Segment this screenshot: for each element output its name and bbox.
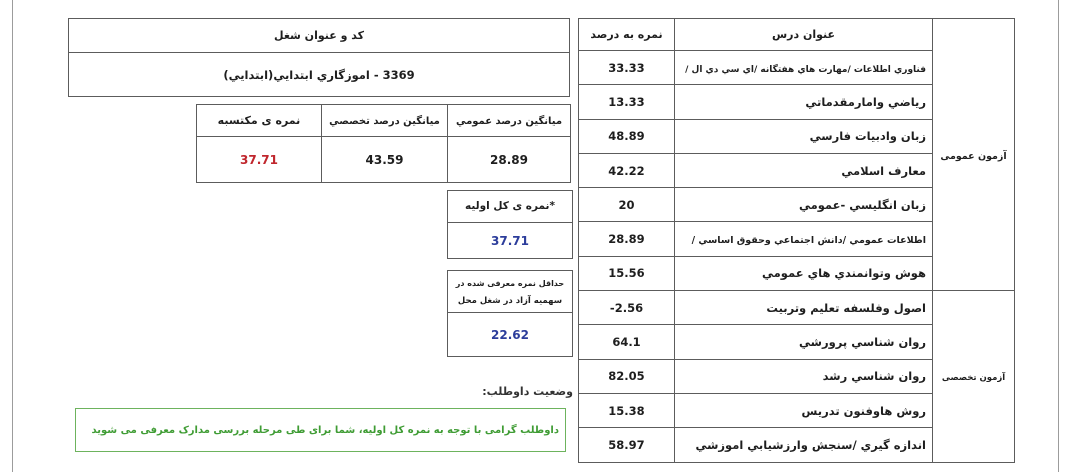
- course-score-cell: [579, 428, 675, 462]
- course-score-cell: [579, 359, 675, 393]
- initial-total-value-row: [448, 223, 573, 259]
- course-title-cell: [675, 222, 933, 256]
- course-score: -2.56: [609, 300, 644, 315]
- course-score: 13.33: [608, 94, 645, 109]
- obtained-score-value: 37.71: [240, 152, 278, 167]
- group-name-specialized: آزمون تخصصی: [941, 373, 1006, 384]
- initial-total-value: 37.71: [491, 233, 529, 248]
- course-score: 58.97: [608, 437, 645, 452]
- minimum-score-box: [447, 270, 573, 357]
- course-score-cell: [579, 222, 675, 256]
- course-title: فناوري اطلاعات /مهارت هاي هفتگانه /اي سي دي ال /: [685, 64, 926, 75]
- minimum-score-label-line: حداقل نمره معرفی شده در: [455, 279, 565, 289]
- course-title: اطلاعات عمومي /دانش اجتماعي وحقوق اساسي /: [691, 235, 926, 247]
- course-title-cell: [675, 188, 933, 222]
- course-title-cell: [675, 428, 933, 462]
- course-title-cell: [675, 256, 933, 290]
- specialized-average-header: [322, 105, 448, 137]
- job-table: [68, 18, 570, 97]
- job-value-cell: [69, 53, 570, 97]
- course-score: 28.89: [608, 232, 645, 247]
- initial-total-cell: [448, 223, 573, 259]
- initial-total-header: [448, 191, 573, 223]
- course-score: 48.89: [608, 129, 645, 144]
- course-title: اصول وفلسفه تعليم وتربيت: [766, 300, 926, 315]
- results-header-row: [579, 19, 1015, 51]
- group-cell-specialized: [933, 291, 1015, 462]
- course-score: 20: [618, 197, 635, 212]
- course-title: معارف اسلامي: [841, 163, 926, 178]
- course-title: زبان وادبيات فارسي: [809, 129, 926, 144]
- course-score-cell: [579, 119, 675, 153]
- job-header-label: کد و عنوان شغل: [274, 29, 364, 42]
- minimum-score-value: 22.62: [491, 327, 529, 342]
- course-title-cell: [675, 359, 933, 393]
- minimum-score-value-row: [448, 313, 573, 357]
- course-title-cell: [675, 119, 933, 153]
- averages-table: [196, 104, 571, 183]
- job-header-row: [69, 19, 570, 53]
- course-title-cell: [675, 325, 933, 359]
- page-frame-right-border: [1058, 0, 1059, 472]
- results-table: [578, 18, 1015, 463]
- course-title-cell: [675, 51, 933, 85]
- score-column-header: [579, 19, 675, 51]
- course-title-cell: [675, 85, 933, 119]
- general-average-label: ميانگين درصد عمومي: [455, 116, 563, 127]
- minimum-score-header-row: [448, 271, 573, 313]
- minimum-score-cell: [448, 313, 573, 357]
- initial-total-label: *نمره ی کل اولیه: [465, 200, 555, 213]
- averages-header-row: [197, 105, 571, 137]
- course-score: 15.38: [608, 403, 645, 418]
- course-title: روان شناسي پرورشي: [799, 335, 926, 350]
- course-column-header-label: عنوان درس: [771, 28, 836, 41]
- job-value: 3369 - اموزگاري ابتدايي(ابتدايي): [223, 67, 415, 82]
- course-score: 15.56: [608, 266, 645, 281]
- course-score-cell: [579, 325, 675, 359]
- specialized-average-value: 43.59: [365, 152, 404, 167]
- course-title-cell: [675, 291, 933, 325]
- course-title-cell: [675, 153, 933, 187]
- job-value-row: [69, 53, 570, 97]
- initial-total-box: [447, 190, 573, 259]
- course-title: روان شناسي رشد: [822, 369, 926, 384]
- obtained-score-cell: [197, 137, 322, 183]
- course-score-cell: [579, 188, 675, 222]
- course-column-header: [675, 19, 933, 51]
- course-title: زبان انگليسي -عمومي: [798, 197, 926, 212]
- course-title: روش هاوفنون تدريس: [801, 403, 926, 418]
- specialized-average-cell: [322, 137, 448, 183]
- job-header-cell: [69, 19, 570, 53]
- course-score-cell: [579, 51, 675, 85]
- course-score: 42.22: [608, 163, 645, 178]
- general-average-header: [448, 105, 571, 137]
- page-frame-left-border: [12, 0, 13, 472]
- obtained-score-label: نمره ی مکتسبه: [217, 114, 301, 127]
- course-score-cell: [579, 291, 675, 325]
- table-row: [579, 291, 1015, 325]
- course-score-cell: [579, 393, 675, 427]
- group-cell-general: [933, 19, 1015, 291]
- course-title: رياضي وامارمقدماتي: [805, 94, 926, 109]
- obtained-score-header: [197, 105, 322, 137]
- general-average-value: 28.89: [490, 152, 528, 167]
- course-score-cell: [579, 256, 675, 290]
- status-message-box: [75, 408, 566, 452]
- course-score-cell: [579, 85, 675, 119]
- averages-value-row: [197, 137, 571, 183]
- course-score-cell: [579, 153, 675, 187]
- score-column-header-label: نمره به درصد: [590, 28, 663, 41]
- course-title: اندازه گيري /سنجش وارزشيابي اموزشي: [695, 437, 926, 452]
- specialized-average-label: ميانگين درصد تخصصي: [329, 116, 440, 127]
- course-score: 64.1: [612, 335, 641, 350]
- initial-total-header-row: [448, 191, 573, 223]
- minimum-score-label-line: سهمیه آزاد در شغل محل: [457, 295, 563, 306]
- course-score: 82.05: [608, 369, 645, 384]
- group-name-general: آزمون عمومی: [940, 150, 1007, 162]
- status-label: وضعيت داوطلب:: [482, 385, 573, 398]
- minimum-score-header: [448, 271, 573, 313]
- general-average-cell: [448, 137, 571, 183]
- course-title: هوش وتوانمندي هاي عمومي: [762, 266, 926, 281]
- status-message: داوطلب گرامی با توجه به نمره کل اولیه، شما برای طی مرحله بررسی مدارک معرفی می شوید: [91, 424, 559, 436]
- course-score: 33.33: [608, 60, 645, 75]
- course-title-cell: [675, 393, 933, 427]
